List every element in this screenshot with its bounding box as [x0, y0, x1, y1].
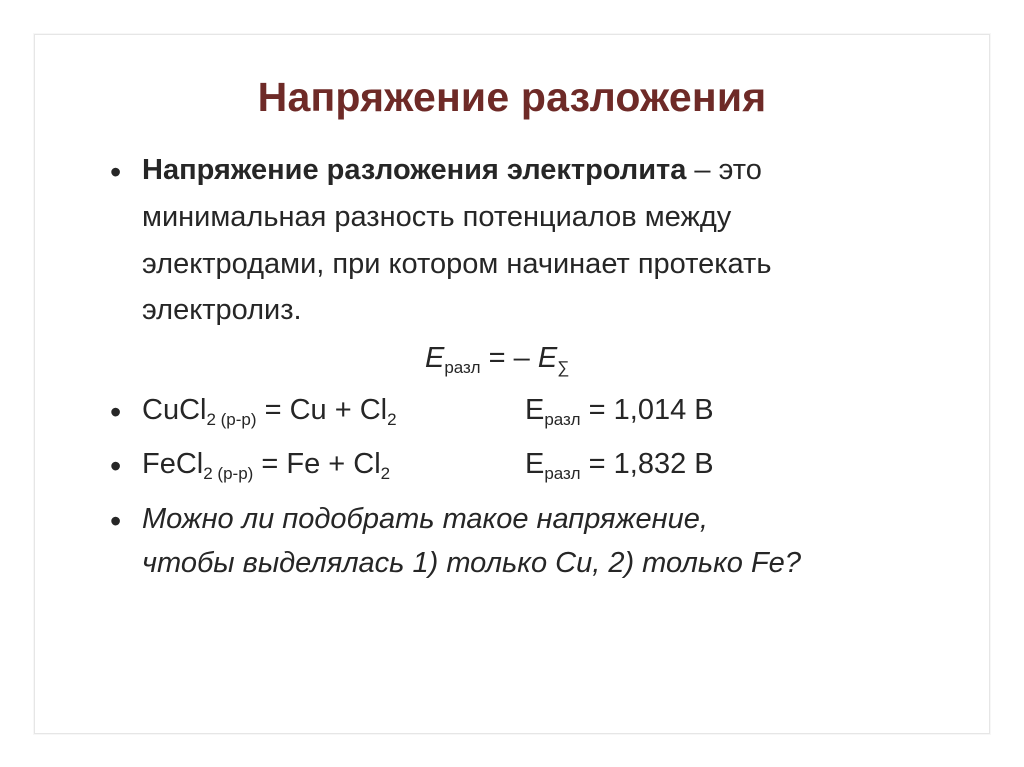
definition-line-4: электролиз. [142, 294, 302, 326]
question-line-2: чтобы выделялась 1) только Cu, 2) только Fe? [142, 547, 801, 579]
question-line-1: Можно ли подобрать такое напряжение, [142, 503, 708, 535]
formula-rhs-subscript: ∑ [557, 358, 570, 377]
voltage-subscript: разл [544, 464, 581, 483]
slide-border [34, 34, 990, 734]
formula-lhs: E [425, 342, 445, 374]
voltage-subscript: разл [544, 410, 581, 429]
reaction-cucl2-voltage [525, 396, 714, 428]
reaction-reactant: CuCl [142, 394, 207, 426]
reaction-cucl2 [142, 396, 397, 428]
definition-line-1 [142, 156, 762, 185]
reaction-products-subscript: 2 [380, 464, 391, 483]
definition-term: Напряжение разложения электролита [142, 154, 687, 186]
definition-line-3: электродами, при котором начинает протекать [142, 248, 772, 280]
bullet-marker: • [110, 448, 122, 484]
formula [425, 344, 569, 376]
definition-dash: – это [686, 154, 762, 186]
reaction-products: = Cu + Cl [256, 394, 388, 426]
voltage-value: = 1,832 В [580, 448, 714, 480]
bullet-marker: • [110, 503, 122, 539]
voltage-label: E [525, 394, 545, 426]
formula-equals: = – [480, 342, 538, 374]
bullet-marker: • [110, 394, 122, 430]
reaction-reactant: FeCl [142, 448, 204, 480]
reaction-reactant-subscript: 2 (р-р) [203, 464, 254, 483]
formula-rhs: E [537, 342, 558, 374]
voltage-label: E [525, 448, 545, 480]
reaction-products: = Fe + Cl [253, 448, 381, 480]
reaction-products-subscript: 2 [387, 410, 397, 429]
reaction-fecl2 [142, 450, 390, 482]
reaction-fecl2-voltage [525, 450, 714, 482]
voltage-value: = 1,014 В [580, 394, 714, 426]
bullet-marker: • [110, 154, 122, 190]
definition-line-2: минимальная разность потенциалов между [142, 201, 732, 233]
reaction-reactant-subscript: 2 (р-р) [206, 410, 257, 429]
formula-lhs-subscript: разл [444, 358, 481, 377]
slide-title: Напряжение разложения [257, 74, 767, 120]
